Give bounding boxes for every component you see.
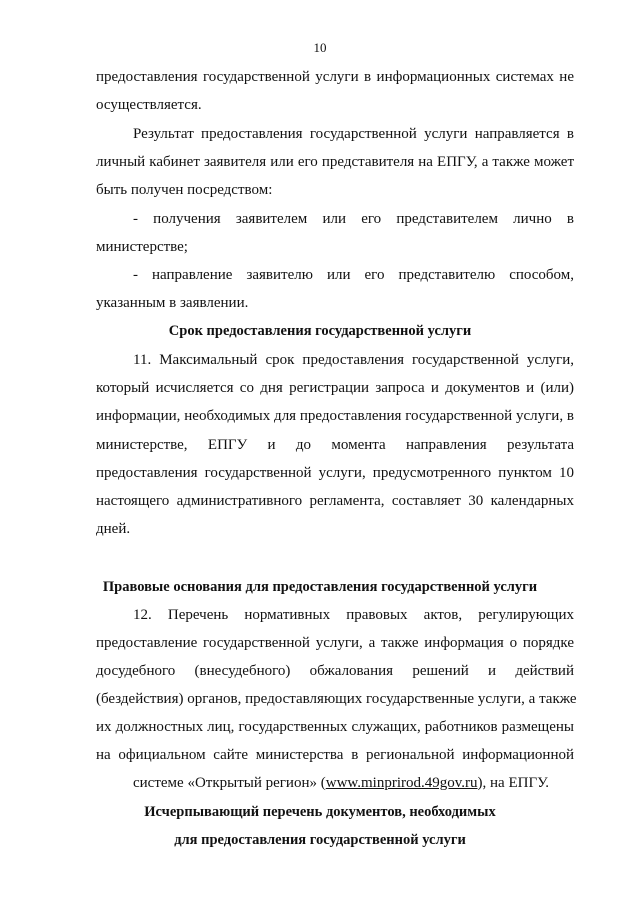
list-item-line: - получения заявителем или его представителем лично в (133, 211, 574, 227)
paragraph-line: предоставления государственной услуги в информационных системах не (96, 69, 574, 85)
paragraph-line: информации, необходимых для предоставления государственной услуги, в (96, 408, 574, 424)
section-heading-documents: Исчерпывающий перечень документов, необходимых (144, 804, 496, 820)
line-text: ), на ЕПГУ. (477, 775, 550, 791)
paragraph-line: досудебного (внесудебного) обжалования решений и действий (96, 663, 574, 679)
paragraph-line: настоящего административного регламента, составляет 30 календарных (96, 493, 574, 509)
list-item-line: - направление заявителю или его представителю способом, (133, 267, 574, 283)
paragraph-line: 12. Перечень нормативных правовых актов, регулирующих (133, 607, 574, 623)
paragraph-line (133, 774, 574, 792)
ministry-website-link[interactable]: www.minprirod.49gov.ru (325, 775, 478, 791)
section-heading-legal: Правовые основания для предоставления государственной услуги (102, 579, 538, 595)
paragraph-line: который исчисляется со дня регистрации запроса и документов и (или) (96, 380, 574, 396)
paragraph-line: предоставления государственной услуги, предусмотренного пунктом 10 (96, 465, 574, 481)
paragraph-line: Результат предоставления государственной услуги направляется в (133, 126, 574, 142)
page-number: 10 (313, 40, 327, 55)
paragraph-line: осуществляется. (96, 97, 202, 113)
list-item-line: указанным в заявлении. (96, 295, 249, 311)
paragraph-line: на официальном сайте министерства в региональной информационной (96, 747, 574, 763)
paragraph-line: личный кабинет заявителя или его представителя на ЕПГУ, а также может (96, 154, 574, 170)
section-heading-term: Срок предоставления государственной услуги (168, 323, 472, 339)
section-heading-documents-2: для предоставления государственной услуги (174, 832, 466, 848)
paragraph-line: 11. Максимальный срок предоставления государственной услуги, (133, 352, 574, 368)
paragraph-line: предоставление государственной услуги, а также информация о порядке (96, 635, 574, 651)
line-text: системе «Открытый регион» ( (133, 775, 326, 791)
list-item-line: министерстве; (96, 239, 188, 255)
paragraph-line: дней. (96, 521, 131, 537)
paragraph-line: быть получен посредством: (96, 182, 273, 198)
paragraph-line: министерстве, ЕПГУ и до момента направления результата (96, 437, 574, 453)
paragraph-line: (бездействия) органов, предоставляющих государственные услуги, а также (96, 691, 577, 707)
paragraph-line: их должностных лиц, государственных служащих, работников размещены (96, 719, 574, 735)
